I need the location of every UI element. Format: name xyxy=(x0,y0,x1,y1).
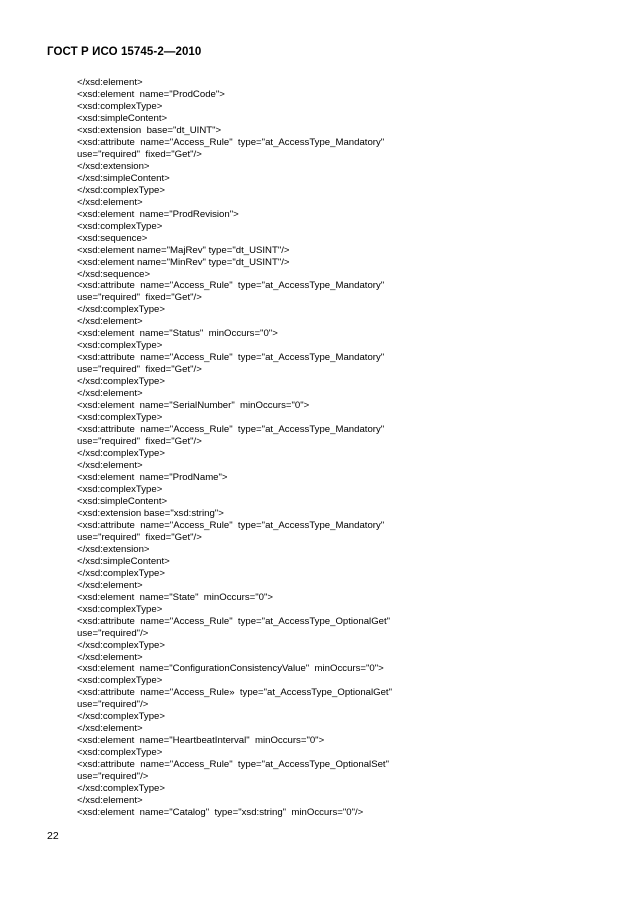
code-line: </xsd:element> xyxy=(77,77,143,88)
code-line: <xsd:attribute name="Access_Rule" type="at_AccessType_Mandatory" xyxy=(77,352,385,364)
code-line: <xsd:element name="ProdName"> xyxy=(77,471,228,483)
code-line: <xsd:element name="MinRev" type="dt_USINT"/> xyxy=(77,256,290,268)
code-line: </xsd:complexType> xyxy=(77,711,165,723)
code-line: <xsd:complexType> xyxy=(77,412,163,424)
code-line: </xsd:extension> xyxy=(77,543,150,555)
code-line: </xsd:complexType> xyxy=(77,567,165,579)
code-line: use="required"/> xyxy=(77,627,149,639)
code-line: <xsd:complexType> xyxy=(77,340,163,352)
code-line: </xsd:complexType> xyxy=(77,448,165,460)
code-line: <xsd:simpleContent> xyxy=(77,495,168,507)
code-line: <xsd:element name="ProdRevision"> xyxy=(77,208,239,220)
code-line: </xsd:element> xyxy=(77,196,143,208)
code-line: use="required" fixed="Get"/> xyxy=(77,531,202,543)
code-line: <xsd:complexType> xyxy=(77,747,163,759)
code-line: <xsd:complexType> xyxy=(77,483,163,495)
code-line: <xsd:element name="Catalog" type="xsd:string" minOccurs="0"/> xyxy=(77,807,364,819)
page-number: 22 xyxy=(47,830,59,842)
code-line: </xsd:complexType> xyxy=(77,376,165,388)
code-line: <xsd:simpleContent> xyxy=(77,112,168,124)
code-line: <xsd:attribute name="Access_Rule" type="at_AccessType_OptionalGet" xyxy=(77,615,391,627)
code-line: </xsd:simpleContent> xyxy=(77,172,170,184)
code-line: <xsd:attribute name="Access_Rule" type="at_AccessType_Mandatory" xyxy=(77,519,385,531)
code-line: use="required"/> xyxy=(77,771,149,783)
code-line: </xsd:element> xyxy=(77,460,143,471)
code-line: <xsd:complexType> xyxy=(77,603,163,615)
code-line: </xsd:simpleContent> xyxy=(77,555,170,567)
code-line: <xsd:attribute name="Access_Rule" type="at_AccessType_Mandatory" xyxy=(77,280,385,292)
code-line: </xsd:extension> xyxy=(77,160,150,172)
code-line: <xsd:extension base="dt_UINT"> xyxy=(77,124,222,136)
code-line: </xsd:element> xyxy=(77,795,143,807)
code-line: </xsd:element> xyxy=(77,388,143,400)
code-line: </xsd:element> xyxy=(77,723,143,735)
page-header-title: ГОСТ Р ИСО 15745-2—2010 xyxy=(47,46,202,58)
code-line: <xsd:element name="MajRev" type="dt_USINT"/> xyxy=(77,244,290,256)
code-line: </xsd:complexType> xyxy=(77,783,165,795)
code-line: <xsd:element name="HeartbeatInterval" minOccurs="0"> xyxy=(77,735,325,747)
code-line: <xsd:element name="Status" minOccurs="0"> xyxy=(77,328,278,340)
code-line: <xsd:attribute name="Access_Rule" type="at_AccessType_Mandatory" xyxy=(77,136,385,148)
code-line: use="required" fixed="Get"/> xyxy=(77,436,202,448)
code-line: </xsd:element> xyxy=(77,316,143,328)
code-line: </xsd:complexType> xyxy=(77,304,165,316)
code-line: use="required" fixed="Get"/> xyxy=(77,364,202,376)
code-line: <xsd:complexType> xyxy=(77,100,163,112)
code-line: </xsd:element> xyxy=(77,579,143,591)
code-line: <xsd:sequence> xyxy=(77,232,148,244)
code-line: <xsd:attribute name="Access_Rule" type="at_AccessType_OptionalSet" xyxy=(77,759,389,771)
code-line: <xsd:attribute name="Access_Rule» type="at_AccessType_OptionalGet" xyxy=(77,687,392,699)
code-line: <xsd:element name="State" minOccurs="0"> xyxy=(77,591,273,603)
code-line: </xsd:complexType> xyxy=(77,639,165,651)
xsd-code-listing xyxy=(77,77,597,819)
code-line: </xsd:complexType> xyxy=(77,184,165,196)
code-line: <xsd:complexType> xyxy=(77,675,163,687)
code-line: use="required"/> xyxy=(77,699,149,711)
code-line: <xsd:attribute name="Access_Rule" type="at_AccessType_Mandatory" xyxy=(77,424,385,436)
code-line: <xsd:complexType> xyxy=(77,220,163,232)
code-line: <xsd:extension base="xsd:string"> xyxy=(77,507,224,519)
code-line: use="required" fixed="Get"/> xyxy=(77,292,202,304)
code-line: <xsd:element name="SerialNumber" minOccurs="0"> xyxy=(77,400,310,412)
code-line: </xsd:sequence> xyxy=(77,268,151,280)
code-line: <xsd:element name="ConfigurationConsistencyValue" minOccurs="0"> xyxy=(77,663,384,675)
code-line: </xsd:element> xyxy=(77,651,143,663)
code-line: use="required" fixed="Get"/> xyxy=(77,148,202,160)
code-line: <xsd:element name="ProdCode"> xyxy=(77,88,225,100)
